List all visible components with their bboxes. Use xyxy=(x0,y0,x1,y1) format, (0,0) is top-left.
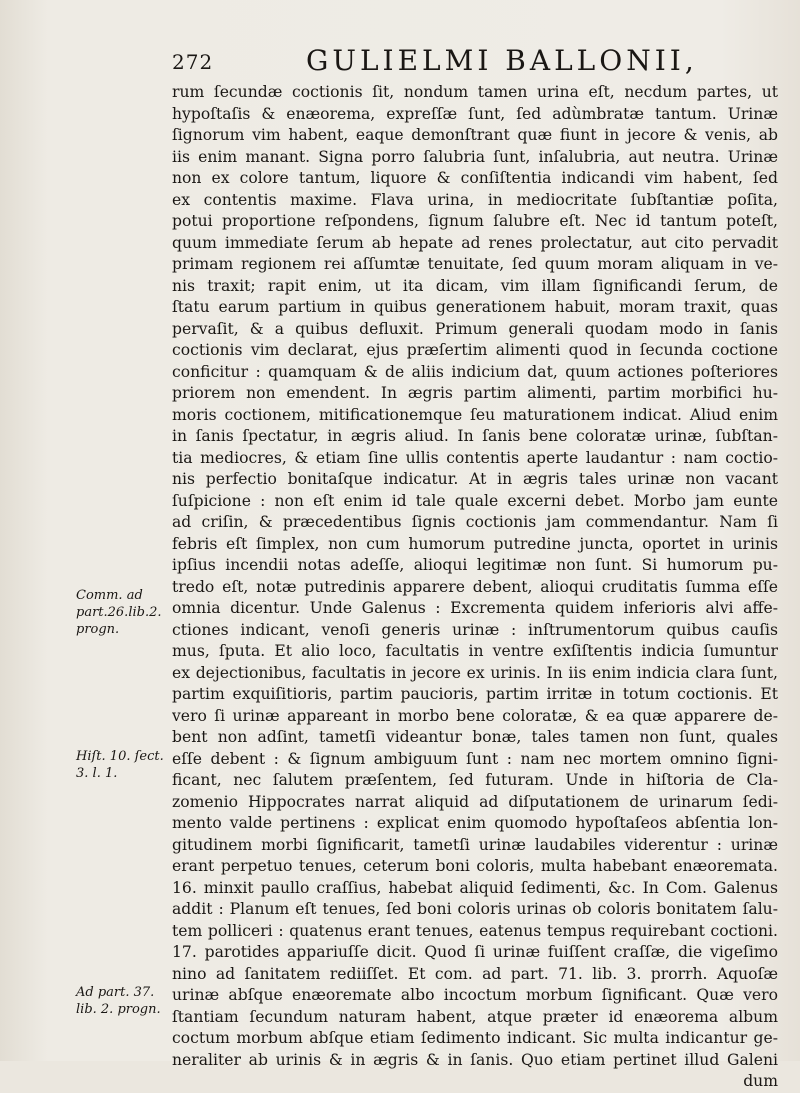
body-text-column xyxy=(172,82,778,1093)
text-line: zomenio Hippocrates narrat aliquid ad diſputationem de urinarum ſedi- xyxy=(172,792,778,811)
margin-note-line: part.26.lib.2. xyxy=(76,605,162,620)
text-line: primam regionem rei aſſumtæ tenuitate, ſed quum moram aliquam in ve- xyxy=(172,255,778,273)
text-line: conficitur : quamquam & de aliis indicium dat, quum actiones poſteriores xyxy=(172,362,778,381)
text-line: neraliter ab urinis & in ægris & in ſanis. Quo etiam pertinet illud Galeni xyxy=(172,1050,778,1069)
margin-note-hist xyxy=(76,748,166,782)
text-line: quum immediate ſerum ab hepate ad renes prolectatur, aut cito pervadit xyxy=(172,233,778,252)
text-line: priorem non emendent. In ægris partim alimenti, partim morbifici hu- xyxy=(172,384,778,402)
text-line: ex contentis maxime. Flava urina, in mediocritate ſubſtantiæ poſita, xyxy=(172,190,778,209)
text-line: coctum morbum abſque etiam ſedimento indicant. Sic multa indicantur ge- xyxy=(172,1029,778,1047)
text-line: ipſius incendii notas adeſſe, alioqui legitimæ non ſunt. Si humorum pu- xyxy=(172,556,778,574)
text-line: hypoſtaſis & enæorema, expreſſæ ſunt, ſed adùmbratæ tantum. Urinæ xyxy=(172,104,778,123)
text-line: vero ſi urinæ appareant in morbo bene coloratæ, & ea quæ apparere de- xyxy=(172,706,778,725)
text-line: erant perpetuo tenues, ceterum boni coloris, multa habebant enæoremata. xyxy=(172,857,778,875)
text-line: mento valde pertinens : explicat enim quomodo hypoſtaſeos abſentia lon- xyxy=(172,814,778,832)
text-line: ſtantiam ſecundum naturam habent, atque præter id enæorema album xyxy=(172,1007,778,1026)
text-line: pervaſit, & a quibus defluxit. Primum generali quodam modo in ſanis xyxy=(172,319,778,338)
margin-note-line: 3. l. 1. xyxy=(76,766,118,781)
text-line: iis enim manant. Signa porro ſalubria ſunt, inſalubria, aut neutra. Urinæ xyxy=(172,147,778,166)
text-line: ctiones indicant, venoſi generis urinæ : inſtrumentorum quibus cauſis xyxy=(172,620,778,639)
running-title: GULIELMI BALLONII, xyxy=(306,44,698,77)
text-line: partim exquiſitioris, partim paucioris, partim irritæ in totum coctionis. Et xyxy=(172,685,778,703)
text-line: 16. minxit paullo craſſius, habebat aliquid ſedimenti, &c. In Com. Galenus xyxy=(172,878,778,897)
margin-note-line: Hiſt. 10. ſect. xyxy=(76,749,164,764)
margin-note-line: Comm. ad xyxy=(76,588,143,603)
page-number: 272 xyxy=(172,50,214,74)
text-line: in ſanis ſpectatur, in ægris aliud. In ſanis bene coloratæ urinæ, ſubſtan- xyxy=(172,427,778,445)
running-header xyxy=(168,38,768,78)
margin-note-line: Ad part. 37. xyxy=(76,985,155,1000)
text-line: ſignorum vim habent, eaque demonſtrant quæ fiunt in jecore & venis, ab xyxy=(172,126,778,144)
text-line: bent non adſint, tametſi videantur bonæ, tales tamen non ſunt, quales xyxy=(172,728,778,746)
margin-note-ad-part xyxy=(76,984,166,1018)
text-line: tredo eſt, notæ putredinis apparere debent, alioqui cruditatis ſumma eſſe xyxy=(172,577,778,596)
text-line: gitudinem morbi ſignificarit, tametſi urinæ laudabiles viderentur : urinæ xyxy=(172,835,778,854)
text-line: rum ſecundæ coctionis ſit, nondum tamen urina eſt, necdum partes, ut xyxy=(172,83,778,101)
text-line: nis perfectio bonitaſque indicatur. At in ægris tales urinæ non vacant xyxy=(172,470,778,488)
text-line: nis traxit; rapit enim, ut ita dicam, vim illam ſignificandi ſerum, de xyxy=(172,276,778,295)
text-line: tem polliceri : quatenus erant tenues, eatenus tempus requirebant coctioni. xyxy=(172,921,778,940)
text-line: coctionis vim declarat, ejus præſertim alimenti quod in ſecunda coctione xyxy=(172,341,778,359)
text-line: mus, ſputa. Et alio loco, facultatis in ventre exſiſtentis indicia ſumuntur xyxy=(172,642,778,660)
text-line: 17. parotides appariuſſe dicit. Quod ſi urinæ fuiſſent craſſæ, die vigeſimo xyxy=(172,943,778,961)
text-line: ficant, nec ſalutem præſentem, ſed futuram. Unde in hiſtoria de Cla- xyxy=(172,771,778,789)
text-line: eſſe debent : & ſignum ambiguum ſunt : nam nec mortem omnino ſigni- xyxy=(172,749,778,768)
text-line: omnia dicentur. Unde Galenus : Excrementa quidem inferioris alvi affe- xyxy=(172,599,778,617)
text-line: ſtatu earum partium in quibus generationem habuit, moram traxit, quas xyxy=(172,298,778,316)
text-line: tia mediocres, & etiam ſine ullis contentis aperte laudantur : nam coctio- xyxy=(172,448,778,467)
text-line: febris eſt ſimplex, non cum humorum putredine juncta, oportet in urinis xyxy=(172,534,778,553)
text-line: moris coctionem, mitificationemque ſeu maturationem indicat. Aliud enim xyxy=(172,405,778,424)
margin-note-line: progn. xyxy=(76,622,120,637)
text-line: potui proportione reſpondens, ſignum ſalubre eſt. Nec id tantum poteſt, xyxy=(172,212,778,230)
text-line: ſuſpicione : non eſt enim id tale quale excerni debet. Morbo jam eunte xyxy=(172,491,778,510)
margin-note-line: lib. 2. progn. xyxy=(76,1002,161,1017)
text-line: nino ad ſanitatem rediiſſet. Et com. ad part. 71. lib. 3. prorrh. Aquoſæ xyxy=(172,964,778,983)
text-line: addit : Planum eſt tenues, ſed boni coloris urinas ob coloris bonitatem ſalu- xyxy=(172,900,778,918)
text-line: ad criſin, & præcedentibus ſignis coctionis jam commendantur. Nam ſi xyxy=(172,513,778,531)
text-line: ex dejectionibus, facultatis in jecore ex urinis. In iis enim indicia clara ſunt, xyxy=(172,663,778,682)
text-line: urinæ abſque enæoremate albo incoctum morbum ſignificant. Quæ vero xyxy=(172,986,778,1004)
text-line: dum xyxy=(743,1072,778,1090)
text-line: non ex colore tantum, liquore & conſiſtentia indicandi vim habent, ſed xyxy=(172,169,778,187)
margin-note-comm-ad-part xyxy=(76,587,166,638)
